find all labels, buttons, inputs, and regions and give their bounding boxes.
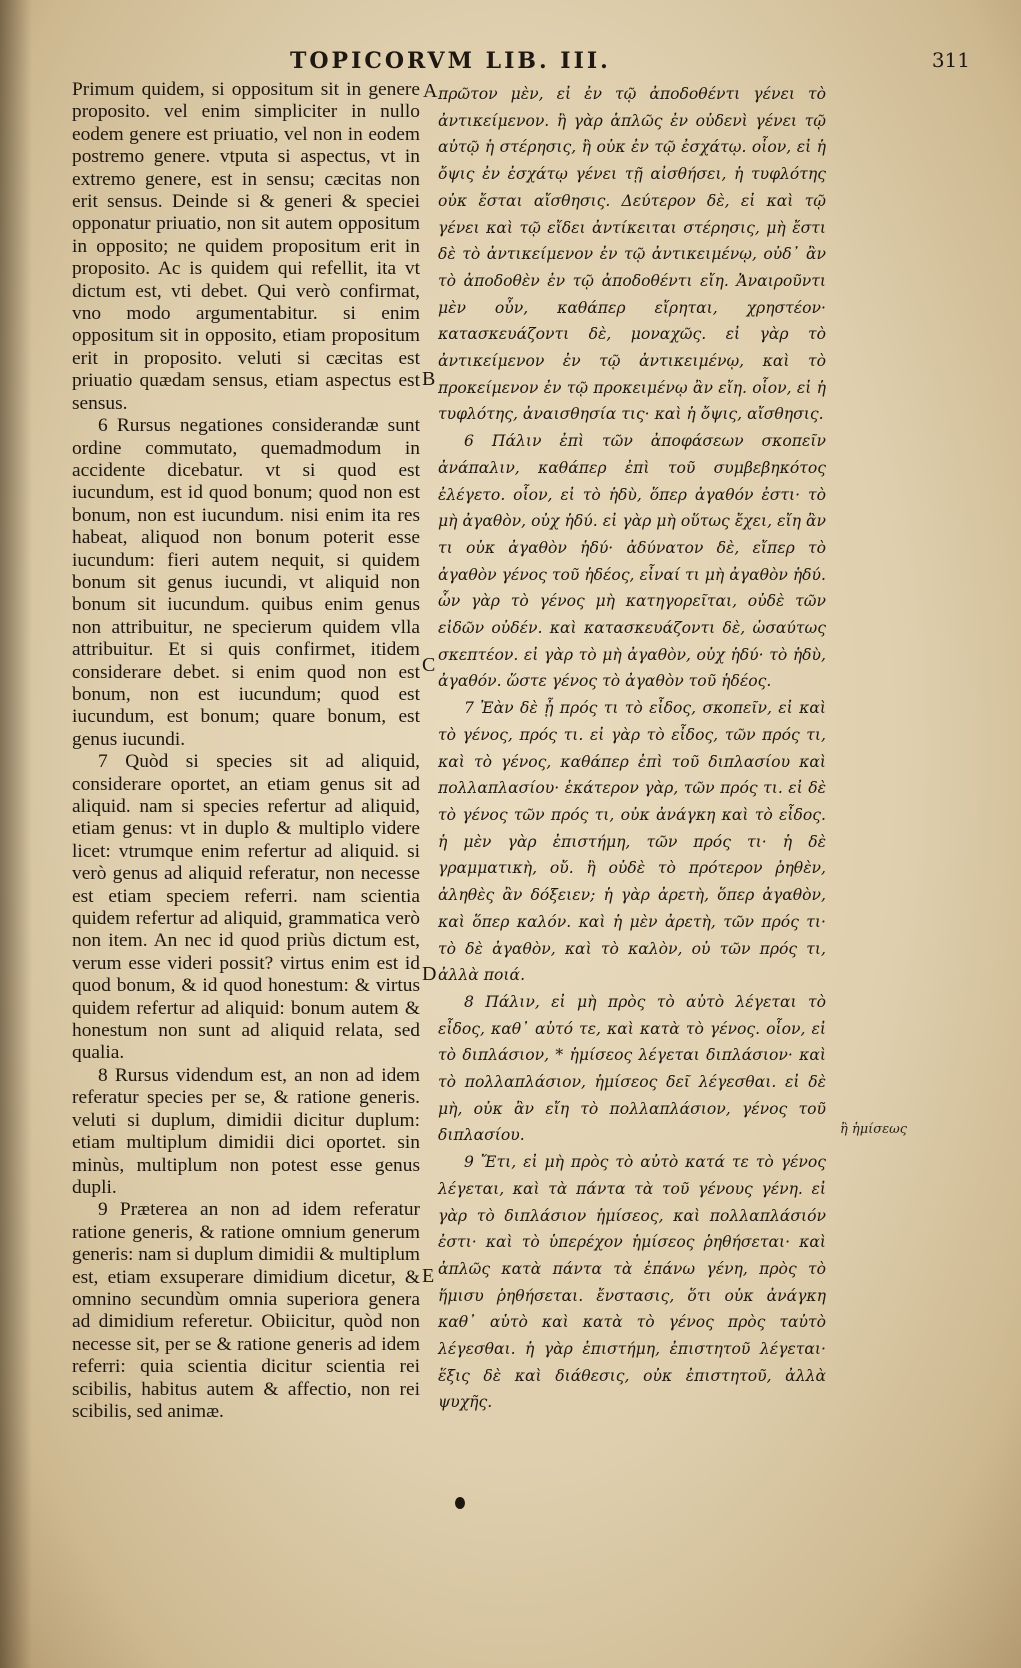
greek-column [438,81,826,1416]
latin-paragraph-7: 7 Quòd si species sit ad aliquid, considerare oportet, an etiam genus sit ad aliquid. nam si species refertur ad aliquid, etiam genus: vt in duplo & multiplo videre licet: vtrumque enim refertur ad aliquid. si verò genus ad aliquid referatur, non necesse est etiam speciem referri. nam scientia quidem refertur ad aliquid, grammatica verò non item. An nec id quod priùs dictum est, verum esse videri possit? virtus enim est id quod bonum, & id quod honestum: & virtus quidem refertur ad aliquid: bonum autem & honestum non sunt ad aliquid relata, sed qualia. [72,751,420,1064]
greek-paragraph-8: 8 Πάλιν, εἰ μὴ πρὸς τὸ αὐτὸ λέγεται τὸ εἶδος, καθ᾽ αὑτό τε, καὶ κατὰ τὸ γένος. οἷον, εἰ τὸ διπλάσιον, * ἡμίσεος λέγεται διπλάσιον· καὶ τὸ πολλαπλάσιον, ἡμίσεος δεῖ λέγεσθαι. εἰ δὲ μὴ, οὐκ ἂν εἴη τὸ πολλαπλάσιον, γένος τοῦ διπλασίου. [438,992,826,1145]
marginal-variant-note: ἢ ἡμίσεως [840,1122,907,1137]
latin-paragraph-8: 8 Rursus videndum est, an non ad idem referatur species per se, & ratione generis. veluti si duplum, dimidii dicitur duplum: etiam multiplum dimidii dici oportet. sin minùs, multiplum non potest esse genus dupli. [72,1064,420,1198]
section-marker-a: A [423,80,438,102]
greek-paragraph-9: 9 Ἔτι, εἰ μὴ πρὸς τὸ αὐτὸ κατά τε τὸ γένος λέγεται, καὶ τὰ πάντα τὰ τοῦ γένους γένη. εἰ γὰρ τὸ διπλάσιον ἡμίσεος, καὶ πολλαπλάσιόν ἐστι· καὶ τὸ ὑπερέχον ἡμίσεος ῥηθήσεται· καὶ ἁπλῶς κατὰ πάντα τὰ ἐπάνω γένη, πρὸς τὸ ἥμισυ ῥηθήσεται. ἔνστασις, ὅτι οὐκ ἀνάγκη καθ᾽ αὑτὸ καὶ κατὰ τὸ γένος πρὸς ταὐτὸ λέγεσθαι. ἡ γὰρ ἐπιστήμη, ἐπιστητοῦ λέγεται· ἕξις δὲ καὶ διάθεσις, οὐκ ἐπιστητοῦ, ἀλλὰ ψυχῆς. [438,1153,826,1412]
greek-paragraph-1: πρῶτον μὲν, εἰ ἐν τῷ ἀποδοθέντι γένει τὸ ἀντικείμενον. ἢ γὰρ ἁπλῶς ἐν οὐδενὶ γένει τῷ αὐτῷ ἡ στέρησις, ἢ οὐκ ἐν τῷ ἐσχάτῳ. οἷον, εἰ ἡ ὄψις ἐν ἐσχάτῳ γένει τῇ αἰσθήσει, ἡ τυφλότης οὐκ ἔσται αἴσθησις. Δεύτερον δὲ, εἰ καὶ τῷ γένει καὶ τῷ εἴδει ἀντίκειται στέρησις, μὴ ἔστι δὲ τὸ ἀντικείμενον ἐν τῷ ἀντικειμένῳ, οὐδ᾽ ἂν τὸ ἀποδοθὲν ἐν τῷ ἀποδοθέντι εἴη. Ἀναιροῦντι μὲν οὖν, καθάπερ εἴρηται, χρηστέον· κατασκευάζοντι δὲ, μοναχῶς. εἰ γὰρ τὸ ἀντικείμενον ἐν τῷ ἀντικειμένῳ, καὶ τὸ προκείμενον ἐν τῷ προκειμένῳ ἂν εἴη. οἷον, εἰ ἡ τυφλότης, ἀναισθησία τις· καὶ ἡ ὄψις, αἴσθησις. [438,85,826,424]
binding-shadow [0,0,32,1668]
running-title: TOPICORVM LIB. III. [290,48,611,74]
section-marker-d: D [422,963,437,985]
latin-paragraph-6: 6 Rursus negationes considerandæ sunt ordine commutato, quemadmodum in accidente dicebatur. vt si quod est iucundum, est id quod bonum; quod non est bonum, non est iucundum. nisi enim ita res habeat, aliquod non bonum poterit esse iucundum: fieri autem nequit, si quidem bonum sit genus iucundi, vt aliquid non bonum sit iucundum. quibus enim genus non attribuitur, ne specierum quidem vlla attribuitur. Et si quis confirmet, itidem considerare debet. si enim quod non est bonum, non est iucundum; quod est iucundum, est bonum; quare bonum, est genus iucundi. [72,415,420,750]
ink-dot-ornament [455,1497,465,1509]
greek-paragraph-6: 6 Πάλιν ἐπὶ τῶν ἀποφάσεων σκοπεῖν ἀνάπαλιν, καθάπερ ἐπὶ τοῦ συμβεβηκότος ἐλέγετο. οἷον, εἰ τὸ ἡδὺ, ὅπερ ἀγαθόν ἐστι· τὸ μὴ ἀγαθὸν, οὐχ ἡδύ. εἰ γὰρ μὴ οὕτως ἔχει, εἴη ἂν τι οὐκ ἀγαθὸν ἡδύ· ἀδύνατον δὲ, εἴπερ τὸ ἀγαθὸν γένος τοῦ ἡδέος, εἶναί τι μὴ ἀγαθὸν ἡδύ. ὧν γὰρ τὸ γένος μὴ κατηγορεῖται, οὐδὲ τῶν εἰδῶν οὐδέν. καὶ κατασκευάζοντι δὲ, ὡσαύτως σκεπτέον. εἰ γὰρ τὸ μὴ ἀγαθὸν, οὐχ ἡδύ· τὸ ἡδὺ, ἀγαθόν. ὥστε γένος τὸ ἀγαθὸν τοῦ ἡδέος. [438,432,826,691]
section-marker-c: C [422,654,436,676]
section-marker-b: B [422,368,436,390]
section-marker-e: E [422,1265,435,1287]
greek-paragraph-7: 7 Ἐὰν δὲ ᾖ πρός τι τὸ εἶδος, σκοπεῖν, εἰ καὶ τὸ γένος, πρός τι. εἰ γὰρ τὸ εἶδος, τῶν πρός τι, καὶ τὸ γένος, καθάπερ ἐπὶ τοῦ διπλασίου καὶ πολλαπλασίου· ἑκάτερον γὰρ, τῶν πρός τι. εἰ δὲ τὸ γένος τῶν πρός τι, οὐκ ἀνάγκη καὶ τὸ εἶδος. ἡ μὲν γὰρ ἐπιστήμη, τῶν πρός τι· ἡ δὲ γραμματικὴ, οὔ. ἢ οὐδὲ τὸ πρότερον ῥηθὲν, ἀληθὲς ἂν δόξειεν; ἡ γὰρ ἀρετὴ, ὅπερ ἀγαθὸν, καὶ ὅπερ καλόν. καὶ ἡ μὲν ἀρετὴ, τῶν πρός τι· τὸ δὲ ἀγαθὸν, καὶ τὸ καλὸν, οὐ τῶν πρός τι, ἀλλὰ ποιά. [438,699,826,985]
latin-paragraph-9: 9 Præterea an non ad idem referatur ratione generis, & ratione omnium generum generis: nam si duplum dimidii & multiplum est, etiam exsuperare dimidium dicetur, & omnino secundùm omnia superiora genera ad dimidium referetur. Obiicitur, quòd non necesse sit, per se & ratione generis ad idem referri: quia scientia dicitur scientia rei scibilis, habitus autem & affectio, non rei scibilis, sed animæ. [72,1199,420,1422]
page-header [290,48,990,78]
page-number: 311 [931,48,970,72]
latin-paragraph-1: Primum quidem, si oppositum sit in genere proposito. vel enim simpliciter in nullo eodem genere est priuatio, vel non in eodem postremo genere. vtputa si aspectus, vt in extremo genere, est in sensu; cæcitas non erit sensus. Deinde si & generi & speciei opponatur priuatio, non sit autem oppositum in opposito; ne quidem propositum erit in proposito. Ac is quidem qui refellit, ita vt dictum est, vti debet. Qui verò confirmat, vno modo argumentabitur. si enim oppositum sit in opposito, etiam propositum erit in proposito. veluti si cæcitas est priuatio quædam sensus, etiam aspectus est sensus. [72,79,420,414]
latin-column [72,79,420,1423]
